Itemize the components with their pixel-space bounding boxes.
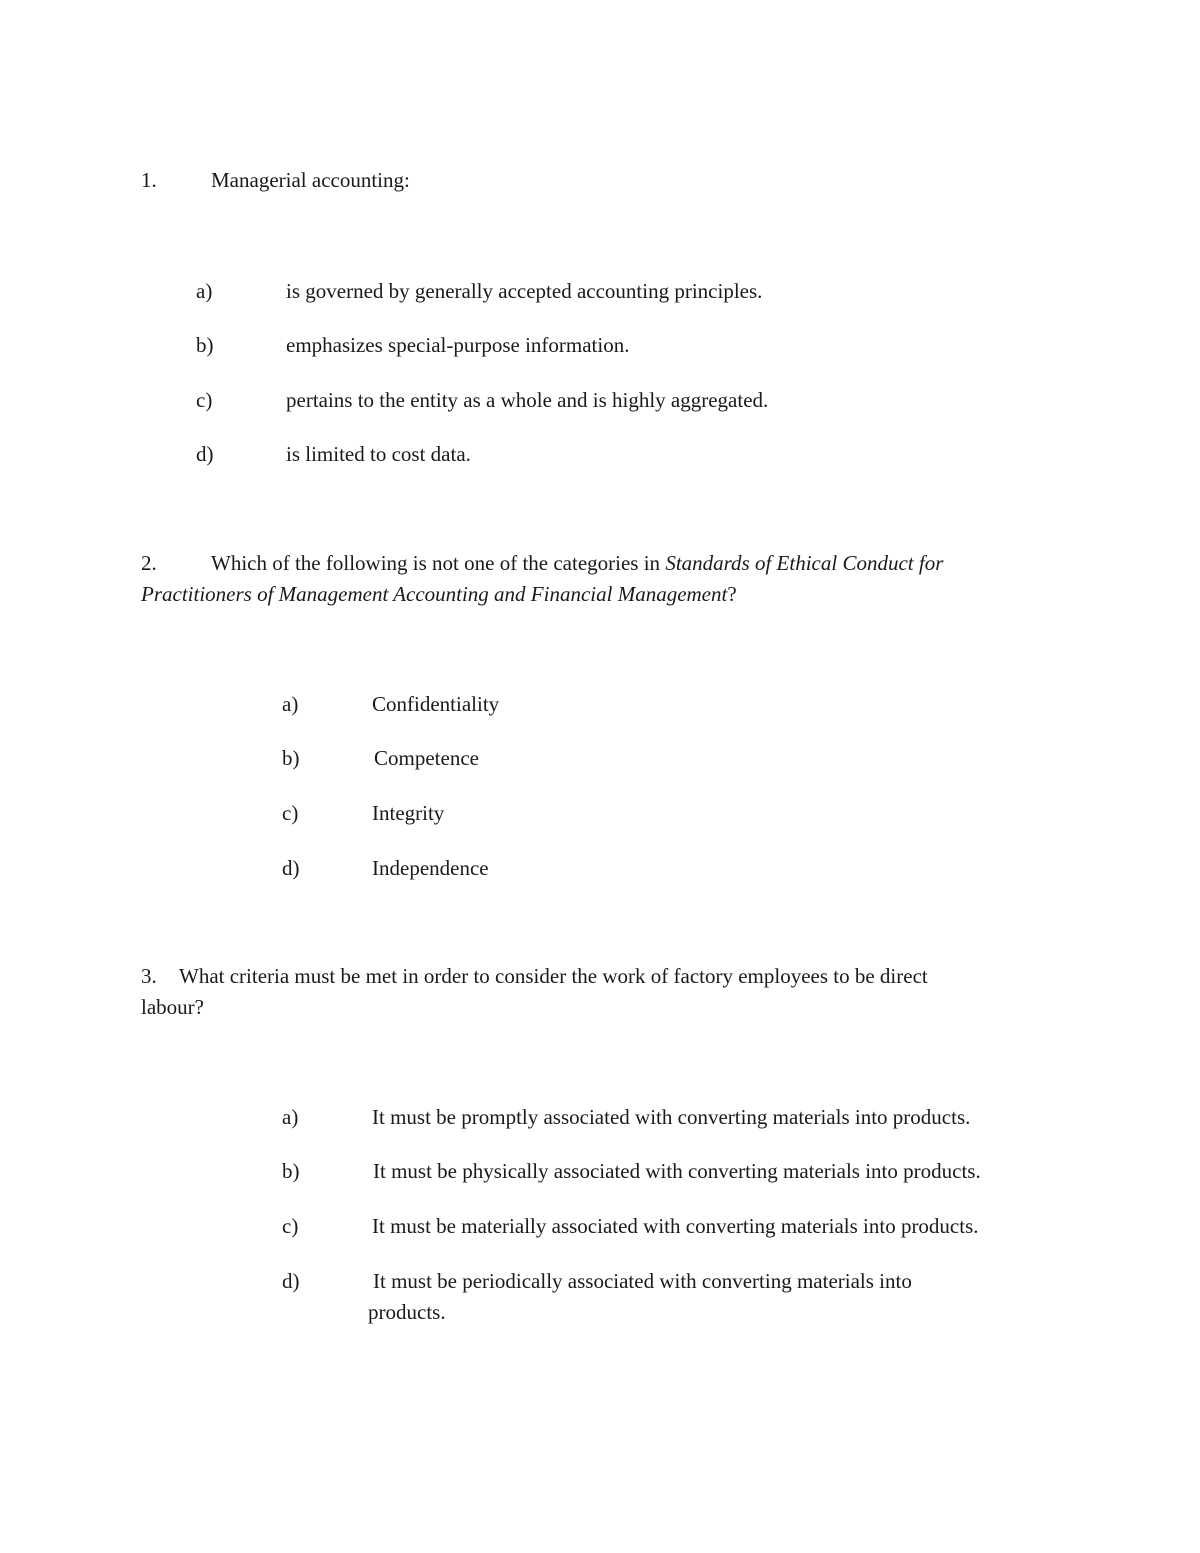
q2-option-d-letter: d)	[282, 856, 300, 880]
q3-option-d-text-line-1: It must be periodically associated with converting materials into	[373, 1269, 912, 1293]
q2-option-b-letter: b)	[282, 746, 300, 770]
q1-option-a-text: is governed by generally accepted accounting principles.	[286, 279, 763, 303]
q3-option-c-text: It must be materially associated with converting materials into products.	[372, 1214, 979, 1238]
question-1-number: 1.	[141, 168, 157, 192]
q3-option-a-letter: a)	[282, 1105, 299, 1129]
q2-option-a-text: Confidentiality	[372, 692, 500, 716]
q3-option-d-letter: d)	[282, 1269, 300, 1293]
q1-option-a-letter: a)	[196, 279, 213, 303]
q1-option-c-text: pertains to the entity as a whole and is highly aggregated.	[286, 388, 769, 412]
q1-option-b-text: emphasizes special-purpose information.	[286, 333, 630, 357]
q1-option-d-text: is limited to cost data.	[286, 442, 471, 466]
question-3-stem-line-1: What criteria must be met in order to consider the work of factory employees to be direct	[179, 964, 928, 988]
question-2-stem-text: Which of the following is not one of the categories in	[211, 551, 666, 575]
question-3-number: 3.	[141, 964, 157, 988]
q2-option-c-text: Integrity	[372, 801, 445, 825]
q1-option-c-letter: c)	[196, 388, 213, 412]
q2-option-b-text: Competence	[374, 746, 479, 770]
q3-option-c-letter: c)	[282, 1214, 299, 1238]
q3-option-a-text: It must be promptly associated with converting materials into products.	[372, 1105, 971, 1129]
question-2-stem-title-part-1: Standards of Ethical Conduct for	[665, 551, 944, 575]
question-2-stem-line-2	[141, 584, 737, 605]
question-2-stem-end: ?	[727, 582, 737, 606]
q1-option-d-letter: d)	[196, 442, 214, 466]
question-3-stem-line-2: labour?	[141, 995, 204, 1019]
q2-option-a-letter: a)	[282, 692, 299, 716]
question-1-stem: Managerial accounting:	[211, 168, 410, 192]
question-2-stem-title-part-2: Practitioners of Management Accounting and Financial Management	[141, 582, 728, 606]
q1-option-b-letter: b)	[196, 333, 214, 357]
q2-option-c-letter: c)	[282, 801, 299, 825]
question-2-stem-line-1	[211, 553, 943, 574]
q3-option-b-text: It must be physically associated with converting materials into products.	[373, 1159, 981, 1183]
q2-option-d-text: Independence	[372, 856, 489, 880]
q3-option-b-letter: b)	[282, 1159, 300, 1183]
question-2-number: 2.	[141, 551, 157, 575]
q3-option-d-text-line-2: products.	[368, 1300, 446, 1324]
